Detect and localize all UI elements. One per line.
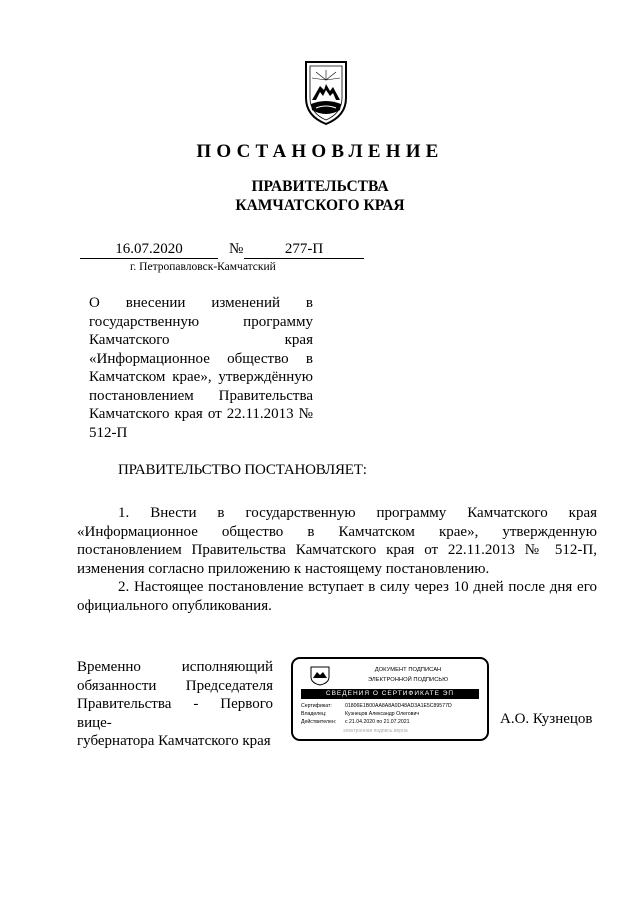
subject-line: государственную программу: [89, 313, 313, 330]
subject-line: постановлением Правительства: [89, 387, 313, 404]
body-item-2: 2. Настоящее постановление вступает в силу через 10 дней после дня его официального опубликования.: [77, 579, 597, 614]
document-date: 16.07.2020: [80, 240, 218, 259]
subject-line: Камчатском крае», утверждённую: [89, 369, 313, 385]
subject-line: 512-П: [89, 424, 128, 441]
stamp-owner-value: Кузнецов Александр Олегович: [345, 711, 420, 717]
stamp-cert-value: 01806E1B00AA8A8A0D48AD3A1E5C89577D: [345, 703, 452, 709]
stamp-owner-label: Владелец:: [301, 711, 327, 717]
issuing-body: [0, 177, 640, 215]
stamp-valid-row: [301, 719, 481, 725]
issuing-body-line2: КАМЧАТСКОГО КРАЯ: [235, 197, 405, 214]
position-line: Временно исполняющий: [77, 659, 273, 675]
subject-line: «Информационное общество в: [89, 350, 313, 367]
subject-line: Камчатского края от 22.11.2013 №: [89, 406, 313, 422]
position-line: губернатора Камчатского края: [77, 733, 271, 750]
document-body: [77, 504, 597, 616]
position-line: обязанности Председателя: [77, 677, 273, 694]
stamp-line1: ДОКУМЕНТ ПОДПИСАН: [374, 667, 442, 673]
stamp-certificate-bar: СВЕДЕНИЯ О СЕРТИФИКАТЕ ЭП: [301, 689, 479, 699]
decree-heading: ПРАВИТЕЛЬСТВО ПОСТАНОВЛЯЕТ:: [118, 462, 367, 478]
document-subject: [89, 294, 313, 442]
stamp-valid-value: с 21.04.2020 по 21.07.2021: [345, 719, 410, 725]
stamp-line2: ЭЛЕКТРОННОЙ ПОДПИСЬЮ: [367, 677, 449, 683]
stamp-cert-row: [301, 703, 481, 709]
body-item-1: 1. Внести в государственную программу Камчатского края «Информационное общество в Камчатском крае», утвержденную постановлением Правительства Камчатского края от 22.11.2013 № 512-П, изменения согласно приложению к настоящему постановлению.: [77, 505, 597, 577]
city-label: г. Петропавловск-Камчатский: [130, 261, 276, 273]
stamp-valid-label: Действителен:: [301, 719, 337, 725]
document-title: ПОСТАНОВЛЕНИЕ: [196, 141, 444, 162]
position-line: Правительства - Первого вице-: [77, 696, 273, 731]
stamp-owner-row: [301, 711, 481, 717]
stamp-cert-label: Сертификат:: [301, 703, 332, 709]
stamp-faint-note: электронная подпись верна: [343, 728, 408, 734]
signatory-position: [77, 658, 273, 751]
document-number: 277-П: [244, 240, 364, 259]
signatory-name: А.О. Кузнецов: [500, 711, 593, 727]
subject-line: О внесении изменений в: [89, 295, 313, 311]
subject-line: Камчатского края: [89, 332, 313, 348]
issuing-body-line1: ПРАВИТЕЛЬСТВА: [251, 178, 389, 195]
electronic-signature-stamp: [291, 657, 489, 741]
emblem-icon: [309, 666, 331, 686]
kamchatka-coat-of-arms-icon: [302, 60, 350, 126]
number-sign: №: [229, 241, 244, 257]
